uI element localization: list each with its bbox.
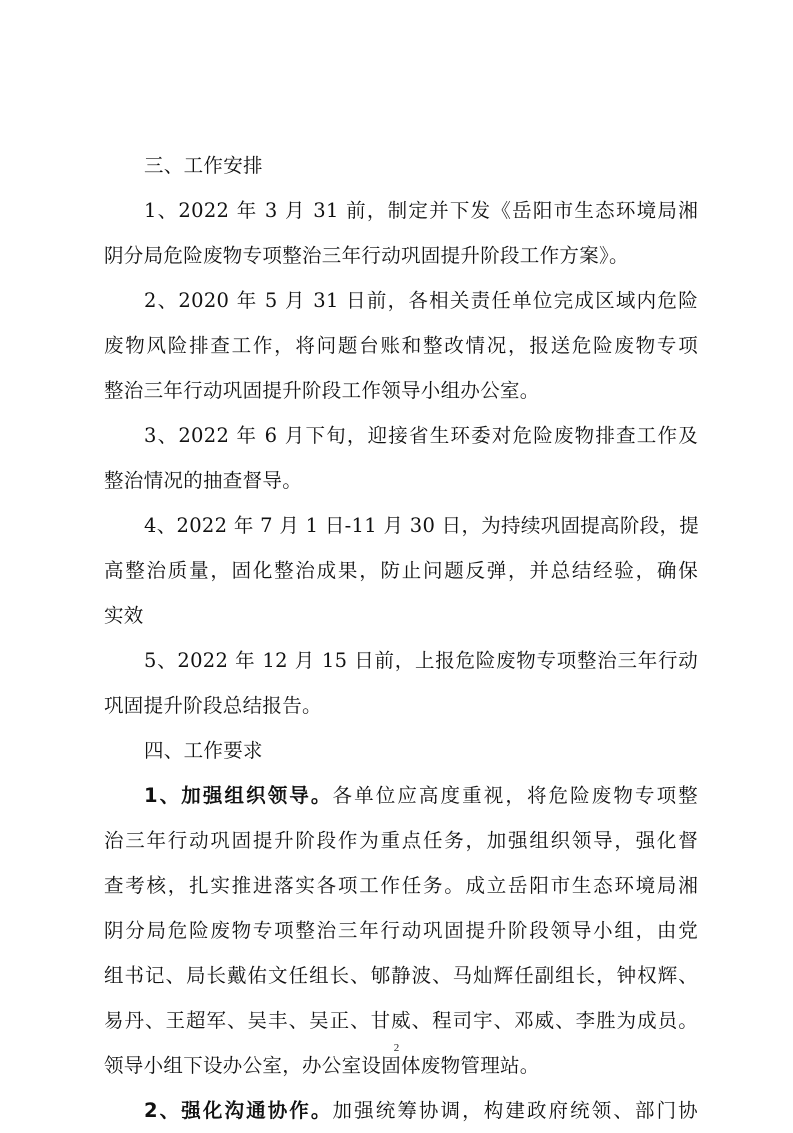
paragraph-line: 阴分局危险废物专项整治三年行动巩固提升阶段工作方案》。	[104, 244, 629, 267]
line-text: 各单位应高度重视，将危险废物专项整	[332, 784, 698, 807]
paragraph-line	[104, 773, 698, 818]
paragraph-line: 废物风险排查工作，将问题台账和整改情况，报送危险废物专项	[104, 334, 698, 357]
paragraph-line: 易丹、王超军、吴丰、吴正、甘威、程司宇、邓威、李胜为成员。	[104, 1009, 698, 1032]
paragraph-line: 组书记、局长戴佑文任组长、郇静波、马灿辉任副组长，钟权辉、	[104, 964, 698, 987]
line-text: 加强统筹协调，构建政府统领、部门协	[332, 1099, 698, 1122]
bold-lead-strengthen-leadership: 1、加强组织领导。	[144, 784, 333, 807]
paragraph-line: 5、2022 年 12 月 15 日前，上报危险废物专项整治三年行动	[144, 649, 698, 672]
paragraph-item-3	[104, 413, 698, 503]
paragraph-line: 1、2022 年 3 月 31 前，制定并下发《岳阳市生态环境局湘	[144, 199, 698, 222]
paragraph-line: 阴分局危险废物专项整治三年行动巩固提升阶段领导小组，由党	[104, 919, 698, 942]
section-heading-work-requirements: 四、工作要求	[144, 739, 263, 762]
paragraph-line: 巩固提升阶段总结报告。	[104, 694, 322, 717]
paragraph-line: 查考核，扎实推进落实各项工作任务。成立岳阳市生态环境局湘	[104, 874, 698, 897]
paragraph-line: 实效	[104, 604, 144, 627]
paragraph-requirement-1	[104, 773, 698, 1088]
paragraph-line: 治三年行动巩固提升阶段作为重点任务，加强组织领导，强化督	[104, 829, 698, 852]
paragraph-item-5	[104, 638, 698, 728]
paragraph-line: 整治情况的抽查督导。	[104, 469, 303, 492]
paragraph-line: 2、2020 年 5 月 31 日前，各相关责任单位完成区域内危险	[144, 289, 698, 312]
paragraph-line: 3、2022 年 6 月下旬，迎接省生环委对危险废物排查工作及	[144, 424, 698, 447]
paragraph-item-2	[104, 278, 698, 413]
paragraph-requirement-2	[104, 1088, 698, 1133]
paragraph-line: 整治三年行动巩固提升阶段工作领导小组办公室。	[104, 379, 540, 402]
paragraph-line: 领导小组下设办公室，办公室设固体废物管理站。	[104, 1054, 540, 1077]
paragraph-line: 高整治质量，固化整治成果，防止问题反弹，并总结经验，确保	[104, 559, 698, 582]
bold-lead-strengthen-communication: 2、强化沟通协作。	[144, 1099, 333, 1122]
paragraph-line: 4、2022 年 7 月 1 日-11 月 30 日，为持续巩固提高阶段，提	[144, 514, 700, 537]
section-heading-work-arrangement: 三、工作安排	[144, 154, 263, 177]
paragraph-line	[104, 1088, 698, 1133]
paragraph-item-4	[104, 503, 698, 638]
page-number: 2	[393, 1042, 400, 1054]
paragraph-item-1	[104, 188, 698, 278]
document-body	[104, 143, 698, 1133]
